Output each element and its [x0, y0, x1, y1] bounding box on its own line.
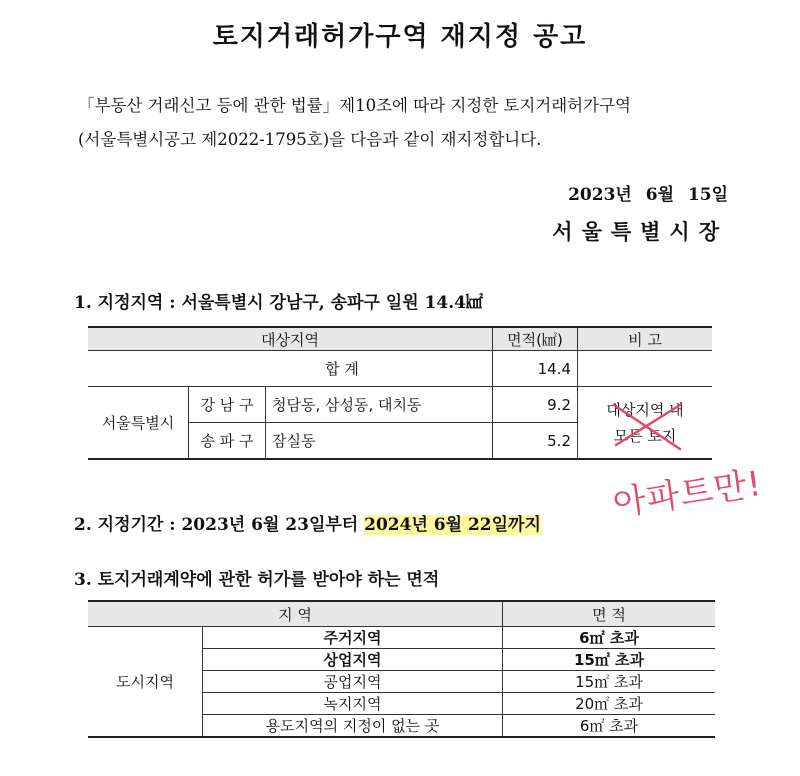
size-cell: 5.2 — [493, 423, 578, 460]
size-cell: 15㎡ 초과 — [503, 649, 716, 671]
permit-area-table — [88, 600, 715, 738]
zone-cell: 용도지역의 지정이 없는 곳 — [203, 715, 503, 738]
note-line-1: 대상지역 내 — [606, 400, 684, 419]
table-header-row — [88, 601, 715, 627]
issuer: 서울특별시장 — [552, 220, 728, 244]
size-cell: 6㎡ 초과 — [503, 715, 716, 738]
group-cell: 도시지역 — [88, 627, 203, 738]
size-cell: 9.2 — [493, 387, 578, 423]
strikethrough-x-icon — [610, 401, 700, 453]
total-row — [88, 351, 712, 387]
section2-heading — [74, 510, 541, 535]
intro-line-2: (서울특별시공고 제2022-1795호)을 다음과 같이 재지정합니다. — [78, 130, 542, 149]
city-cell: 서울특별시 — [88, 387, 189, 460]
header-note: 비 고 — [578, 327, 713, 351]
total-value: 14.4 — [493, 351, 578, 387]
size-cell: 20㎡ 초과 — [503, 693, 716, 715]
header-size: 면 적 — [503, 601, 716, 627]
table-header-row — [88, 327, 712, 351]
section1-heading: 1. 지정지역 : 서울특별시 강남구, 송파구 일원 14.4㎢ — [74, 293, 483, 313]
district-cell: 송 파 구 — [189, 423, 266, 460]
dongs-cell: 잠실동 — [266, 423, 493, 460]
note-cell — [578, 387, 713, 460]
designated-area-table — [88, 326, 712, 460]
header-area: 대상지역 — [88, 327, 493, 351]
zone-cell: 상업지역 — [203, 649, 503, 671]
table-row — [88, 387, 712, 423]
zone-cell: 주거지역 — [203, 627, 503, 649]
note-line-2: 모든 토지 — [613, 426, 677, 445]
total-note — [578, 351, 713, 387]
intro-line-1: 「부동산 거래신고 등에 관한 법률」제10조에 따라 지정한 토지거래허가구역 — [78, 96, 631, 115]
handwritten-annotation: 아파트만! — [610, 463, 765, 525]
dongs-cell: 청담동, 삼성동, 대치동 — [266, 387, 493, 423]
note-text — [606, 397, 683, 449]
district-cell: 강 남 구 — [189, 387, 266, 423]
announcement-date: 2023년 6월 15일 — [568, 185, 728, 205]
page-title: 토지거래허가구역 재지정 공고 — [212, 22, 588, 52]
size-cell: 15㎡ 초과 — [503, 671, 716, 693]
section3-heading: 3. 토지거래계약에 관한 허가를 받아야 하는 면적 — [74, 570, 440, 590]
zone-cell: 공업지역 — [203, 671, 503, 693]
period-start: 2. 지정기간 : 2023년 6월 23일부터 — [74, 515, 365, 535]
period-end-highlight: 2024년 6월 22일까지 — [364, 515, 541, 535]
total-label: 합 계 — [88, 351, 493, 387]
zone-cell: 녹지지역 — [203, 693, 503, 715]
size-cell: 6㎡ 초과 — [503, 627, 716, 649]
table-row — [88, 627, 715, 649]
header-size: 면적(㎢) — [493, 327, 578, 351]
header-zone: 지 역 — [88, 601, 503, 627]
